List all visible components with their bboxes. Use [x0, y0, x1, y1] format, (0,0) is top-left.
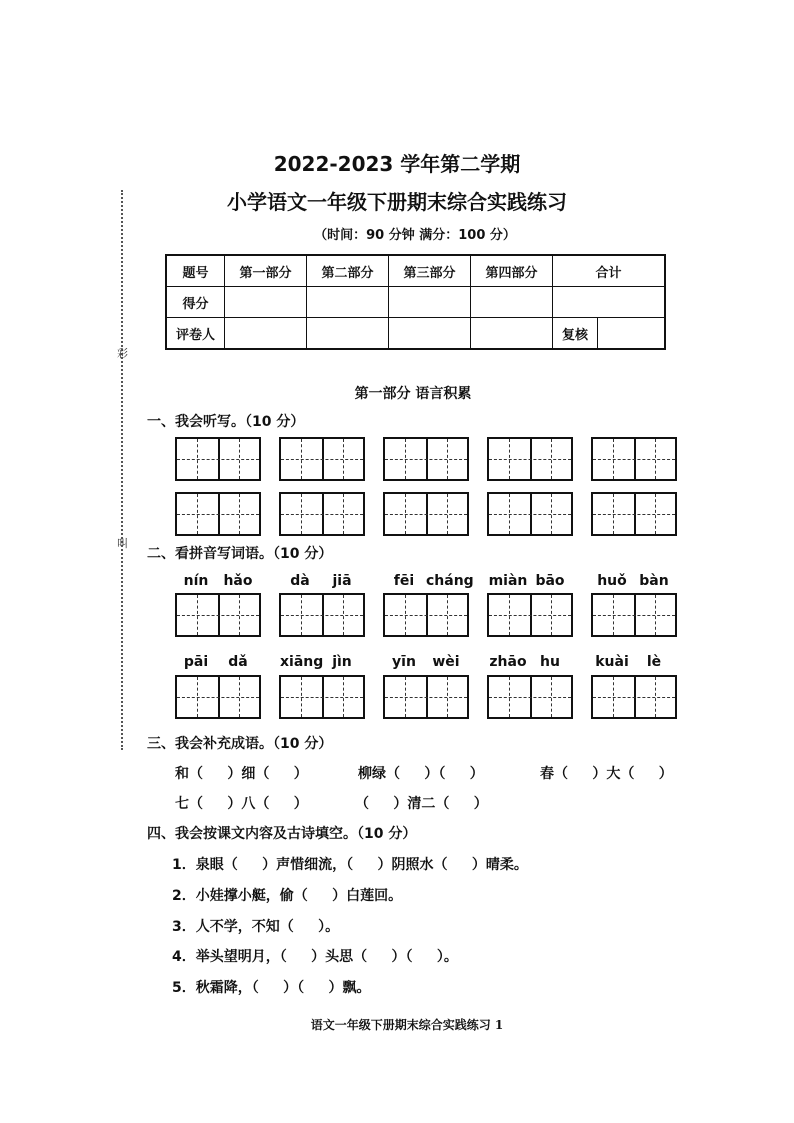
tianzige-grid[interactable]	[383, 492, 469, 536]
review-label: 复核	[553, 318, 598, 350]
tianzige-grid[interactable]	[175, 675, 261, 719]
tianzige-grid[interactable]	[175, 437, 261, 481]
section-title: 四、我会按课文内容及古诗填空。（10 分）	[147, 826, 417, 842]
header-cell: 第一部分	[225, 255, 307, 287]
pinyin-label: kuài	[595, 654, 629, 670]
pinyin-label: yīn	[392, 654, 416, 670]
grid-line	[593, 615, 675, 616]
pinyin-label: xiāng	[280, 654, 324, 670]
poem-line: 1．泉眼（ ）声惜细流，（ ）阴照水（ ）晴柔。	[172, 857, 528, 873]
pinyin-label: wèi	[432, 654, 460, 670]
section-title: 三、我会补充成语。（10 分）	[147, 736, 333, 752]
score-row	[166, 287, 665, 318]
review-cell[interactable]	[598, 318, 666, 350]
grid-line	[593, 459, 675, 460]
pinyin-label: jiā	[332, 573, 352, 589]
grader-row	[166, 318, 665, 350]
tianzige-grid[interactable]	[591, 437, 677, 481]
grader-cell[interactable]	[389, 318, 471, 350]
tianzige-grid[interactable]	[487, 593, 573, 637]
section-title: 二、看拼音写词语。（10 分）	[147, 546, 333, 562]
pinyin-label: lè	[646, 654, 662, 670]
pinyin-label: huǒ	[597, 573, 627, 589]
tianzige-grid[interactable]	[175, 492, 261, 536]
score-cell[interactable]	[225, 287, 307, 318]
score-cell[interactable]	[471, 287, 553, 318]
grid-line	[177, 615, 259, 616]
tianzige-grid[interactable]	[591, 492, 677, 536]
grid-line	[489, 615, 571, 616]
tianzige-grid[interactable]	[383, 675, 469, 719]
tianzige-grid[interactable]	[591, 675, 677, 719]
binding-margin-dotted-line	[121, 190, 123, 750]
grid-line	[489, 514, 571, 515]
poem-line: 3．人不学，不知（ ）。	[172, 919, 340, 935]
score-cell[interactable]	[553, 287, 666, 318]
exam-title: 小学语文一年级下册期末综合实践练习	[227, 190, 567, 214]
poem-line: 4．举头望明月，（ ）头思（ ）（ ）。	[172, 949, 458, 965]
grid-line	[281, 514, 363, 515]
grid-line	[593, 514, 675, 515]
header-cell: 合计	[553, 255, 666, 287]
grid-line	[489, 697, 571, 698]
idiom-item: 七（ ）八（ ）	[175, 796, 308, 812]
tianzige-grid[interactable]	[279, 593, 365, 637]
pinyin-label: hǎo	[223, 573, 253, 589]
grid-line	[281, 615, 363, 616]
tianzige-grid[interactable]	[279, 492, 365, 536]
grader-cell[interactable]	[225, 318, 307, 350]
pinyin-label: jìn	[332, 654, 352, 670]
part-title: 第一部分 语言积累	[354, 386, 472, 402]
tianzige-grid[interactable]	[487, 675, 573, 719]
idiom-item: 柳绿（ ）（ ）	[358, 766, 484, 782]
side-mark: 叫	[117, 537, 128, 550]
pinyin-label: dǎ	[228, 654, 248, 670]
score-table-header-row	[166, 255, 665, 287]
header-cell: 第二部分	[307, 255, 389, 287]
tianzige-grid[interactable]	[175, 593, 261, 637]
tianzige-grid[interactable]	[591, 593, 677, 637]
tianzige-grid[interactable]	[279, 437, 365, 481]
grid-line	[385, 615, 467, 616]
tianzige-grid[interactable]	[487, 492, 573, 536]
pinyin-label: nín	[183, 573, 209, 589]
header-cell: 第三部分	[389, 255, 471, 287]
pinyin-label: miàn	[488, 573, 528, 589]
tianzige-grid[interactable]	[383, 593, 469, 637]
tianzige-grid[interactable]	[279, 675, 365, 719]
row-label: 得分	[166, 287, 225, 318]
pinyin-label: cháng	[426, 573, 474, 589]
section-title: 一、我会听写。（10 分）	[147, 414, 305, 430]
pinyin-label: dà	[290, 573, 310, 589]
tianzige-grid[interactable]	[487, 437, 573, 481]
page-footer: 语文一年级下册期末综合实践练习 1	[310, 1018, 504, 1032]
grader-cell[interactable]	[471, 318, 553, 350]
grid-line	[385, 514, 467, 515]
grid-line	[177, 459, 259, 460]
poem-line: 2．小娃撑小艇，偷（ ）白莲回。	[172, 888, 403, 904]
grader-cell[interactable]	[307, 318, 389, 350]
pinyin-label: bàn	[639, 573, 669, 589]
score-cell[interactable]	[307, 287, 389, 318]
grid-line	[385, 697, 467, 698]
pinyin-label: hu	[540, 654, 560, 670]
score-cell[interactable]	[389, 287, 471, 318]
grid-line	[489, 459, 571, 460]
score-table	[165, 254, 666, 350]
header-cell: 第四部分	[471, 255, 553, 287]
side-mark: 彩	[117, 347, 128, 360]
grid-line	[385, 459, 467, 460]
grid-line	[593, 697, 675, 698]
year-title: 2022-2023 学年第二学期	[273, 152, 521, 176]
grid-line	[281, 459, 363, 460]
grid-line	[281, 697, 363, 698]
header-cell: 题号	[166, 255, 225, 287]
pinyin-label: zhāo	[489, 654, 527, 670]
pinyin-label: pāi	[183, 654, 209, 670]
row-label: 评卷人	[166, 318, 225, 350]
grid-line	[177, 514, 259, 515]
pinyin-label: bāo	[535, 573, 565, 589]
idiom-item: 和（ ）细（ ）	[175, 766, 308, 782]
tianzige-grid[interactable]	[383, 437, 469, 481]
idiom-item: 春（ ）大（ ）	[540, 766, 673, 782]
exam-info: （时间：90 分钟 满分：100 分）	[314, 228, 516, 243]
idiom-item: （ ）清二（ ）	[355, 796, 488, 812]
pinyin-label: fēi	[393, 573, 415, 589]
poem-line: 5．秋霜降，（ ）（ ）飘。	[172, 980, 371, 996]
grid-line	[177, 697, 259, 698]
